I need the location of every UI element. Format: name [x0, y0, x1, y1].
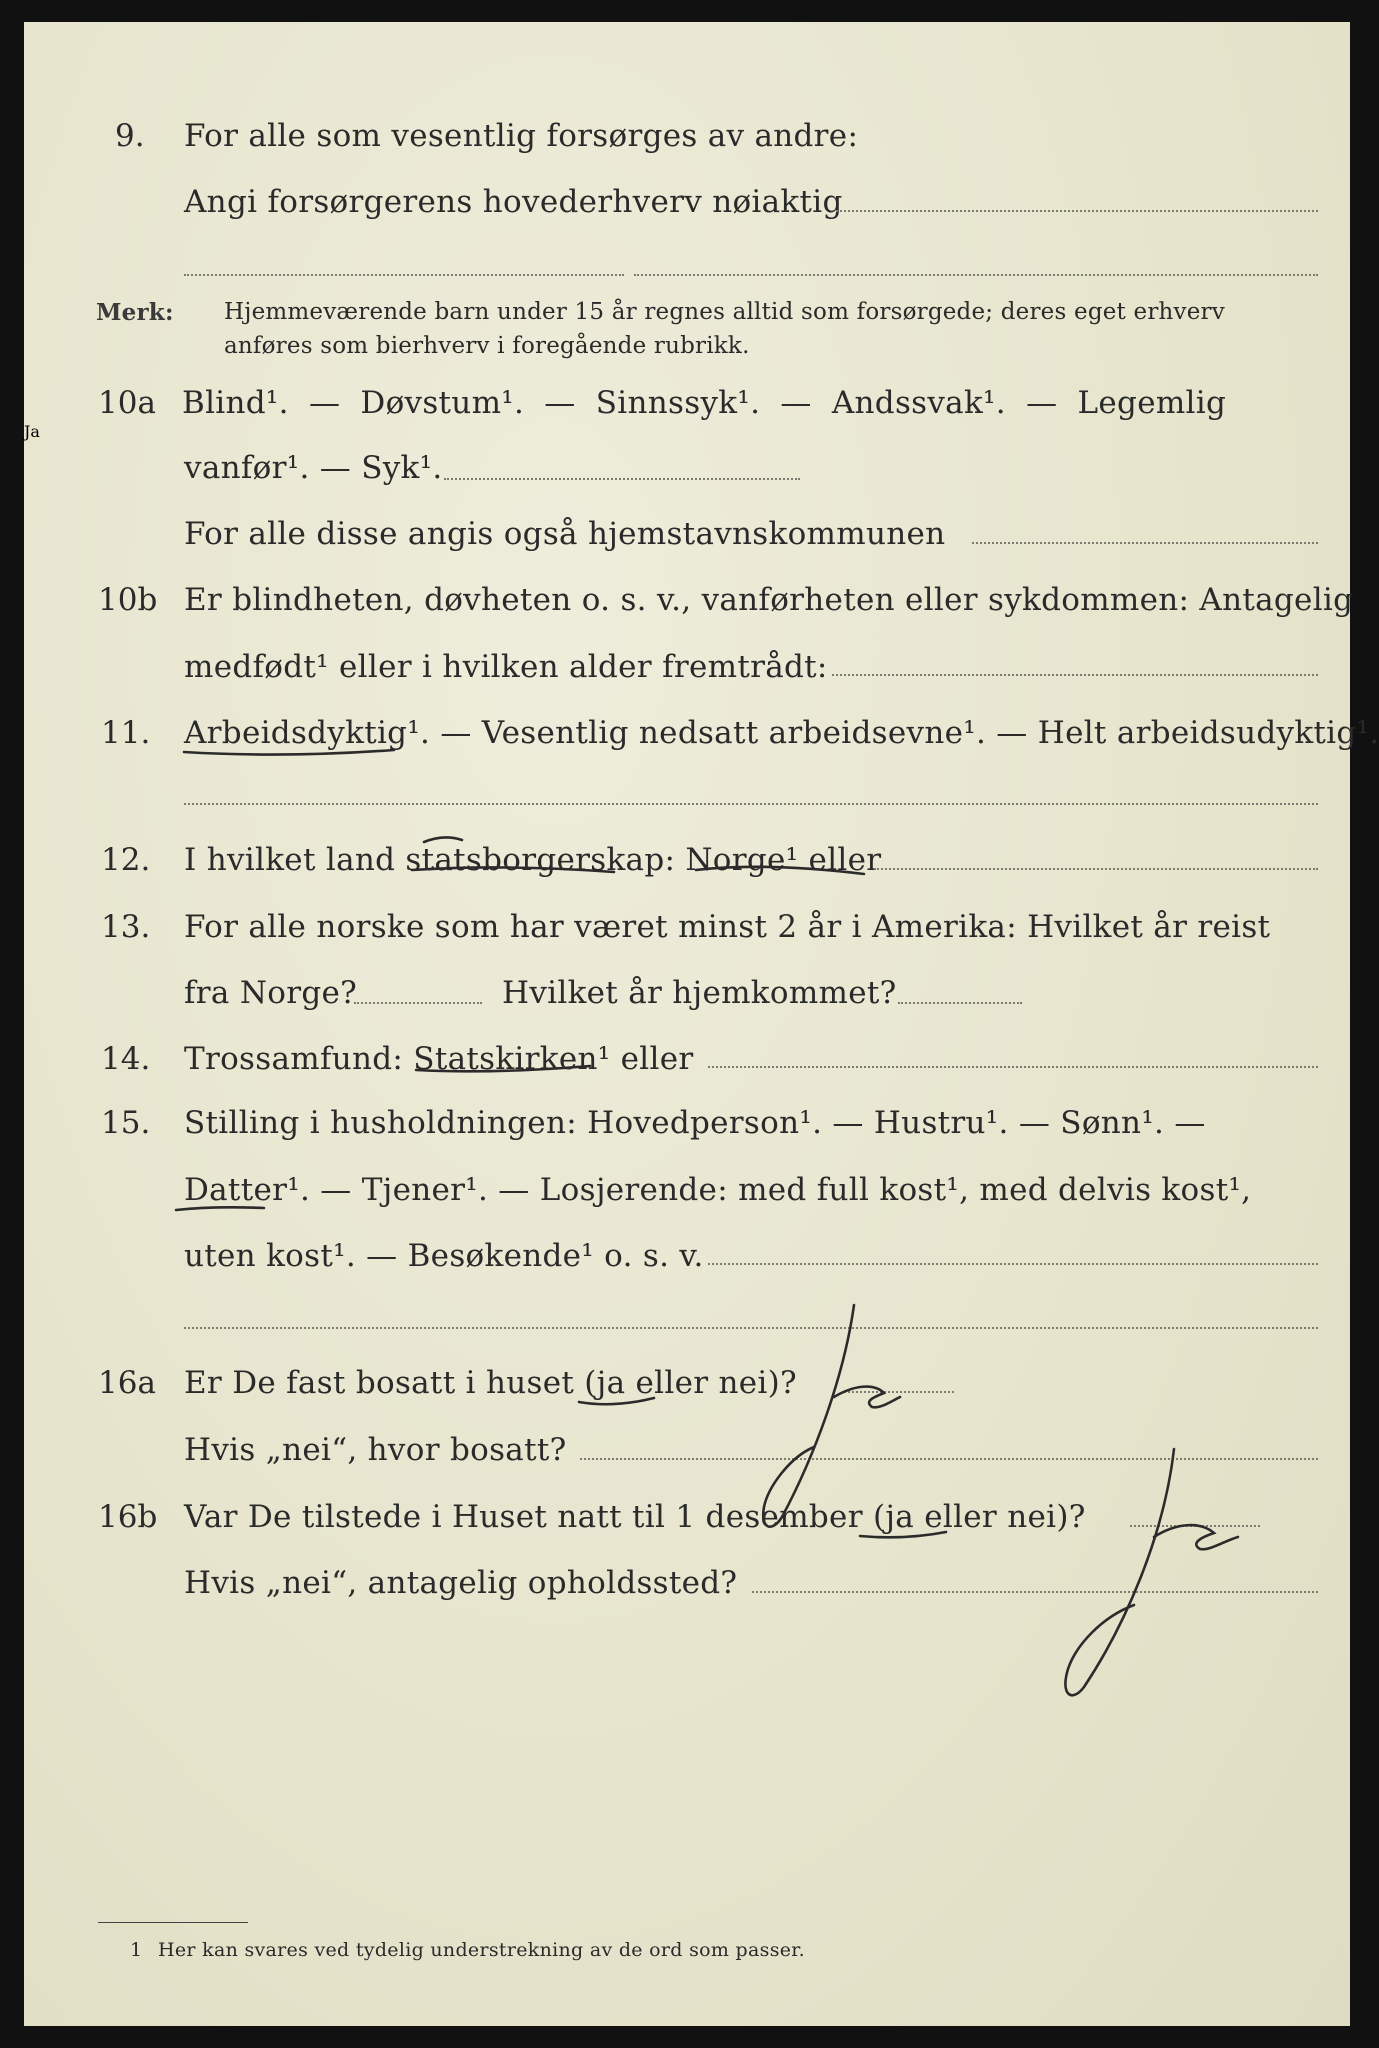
- question-15-number: 15.: [101, 1105, 151, 1141]
- question-16b-number: 16b: [98, 1499, 158, 1535]
- merk-line-2: anføres som bierhverv i foregående rubrikk.: [224, 333, 750, 359]
- question-13-departure-text: fra Norge?: [184, 975, 358, 1011]
- question-9-text: For alle som vesentlig forsørges av andre:: [184, 118, 859, 154]
- merk-label: Merk:: [96, 299, 174, 326]
- question-9-number: 9.: [115, 118, 145, 154]
- question-16a-residence-line[interactable]: [580, 1458, 1318, 1460]
- question-10a-hometown-line[interactable]: [972, 542, 1318, 544]
- question-10b-answer-line[interactable]: [832, 674, 1318, 676]
- question-16a-subtext: Hvis „nei“, hvor bosatt?: [184, 1432, 567, 1468]
- question-10a-text: Blind¹. — Døvstum¹. — Sinnssyk¹. — Andssvak¹. — Legemlig: [182, 385, 1227, 421]
- question-14-answer-line[interactable]: [708, 1066, 1318, 1068]
- question-14-number: 14.: [101, 1041, 151, 1077]
- footnote-marker: 1: [130, 1939, 143, 1961]
- question-13-text: For alle norske som har været minst 2 år i Amerika: Hvilket år reist: [184, 909, 1271, 945]
- question-16b-subtext: Hvis „nei“, antagelig opholdssted?: [184, 1565, 738, 1601]
- question-13-return-line[interactable]: [898, 1002, 1022, 1004]
- ja-16b-text: Ja: [24, 422, 40, 441]
- question-12-text: I hvilket land statsborgerskap: Norge¹ eller: [184, 842, 882, 878]
- question-13-number: 13.: [101, 909, 151, 945]
- question-10a-number: 10a: [98, 385, 156, 421]
- question-10b-text: Er blindheten, døvheten o. s. v., vanførheten eller sykdommen: Antagelig: [184, 582, 1354, 618]
- question-11-number: 11.: [101, 715, 151, 751]
- question-13-return-text: Hvilket år hjemkommet?: [502, 975, 897, 1011]
- question-13-departure-line[interactable]: [354, 1002, 482, 1004]
- footnote-text: Her kan svares ved tydelig understrekning av de ord som passer.: [158, 1939, 805, 1961]
- question-16a-number: 16a: [98, 1365, 156, 1401]
- question-15-text-2: Datter¹. — Tjener¹. — Losjerende: med full kost¹, med delvis kost¹,: [184, 1172, 1252, 1208]
- question-15-text: Stilling i husholdningen: Hovedperson¹. — Hustru¹. — Sønn¹. —: [184, 1105, 1206, 1141]
- question-16b-answer-line[interactable]: [1130, 1525, 1260, 1527]
- question-9-answer-line-2a[interactable]: [184, 274, 624, 276]
- question-16a-answer-line[interactable]: [844, 1391, 954, 1393]
- question-15-answer-line-2[interactable]: [184, 1327, 1318, 1329]
- question-11-answer-line[interactable]: [184, 803, 1318, 805]
- question-9-answer-line[interactable]: [836, 210, 1318, 212]
- question-12-number: 12.: [101, 842, 151, 878]
- census-form-page: [24, 22, 1379, 2026]
- merk-line-1: Hjemmeværende barn under 15 år regnes alltid som forsørgede; deres eget erhverv: [224, 299, 1225, 325]
- question-15-text-3: uten kost¹. — Besøkende¹ o. s. v.: [184, 1238, 704, 1274]
- question-16b-location-line[interactable]: [752, 1591, 1318, 1593]
- question-9-answer-line-2b[interactable]: [634, 274, 1318, 276]
- question-10b-number: 10b: [98, 582, 158, 618]
- question-10b-subtext: medfødt¹ eller i hvilken alder fremtrådt:: [184, 649, 828, 685]
- question-10a-hometown-text: For alle disse angis også hjemstavnskommunen: [184, 516, 946, 552]
- question-15-answer-line[interactable]: [708, 1263, 1318, 1265]
- question-14-text: Trossamfund: Statskirken¹ eller: [184, 1041, 694, 1077]
- question-11-text: Arbeidsdyktig¹. — Vesentlig nedsatt arbeidsevne¹. — Helt arbeidsudyktig¹.: [184, 715, 1379, 751]
- question-12-answer-line[interactable]: [874, 868, 1318, 870]
- question-16b-text: Var De tilstede i Huset natt til 1 desember (ja eller nei)?: [184, 1499, 1086, 1535]
- footnote-rule: [98, 1922, 248, 1923]
- question-10a-subtext: vanfør¹. — Syk¹.: [184, 450, 443, 486]
- question-16a-text: Er De fast bosatt i huset (ja eller nei)?: [184, 1365, 797, 1401]
- question-9-subtext: Angi forsørgerens hovederhverv nøiaktig: [184, 184, 843, 220]
- question-10a-answer-line[interactable]: [444, 478, 800, 480]
